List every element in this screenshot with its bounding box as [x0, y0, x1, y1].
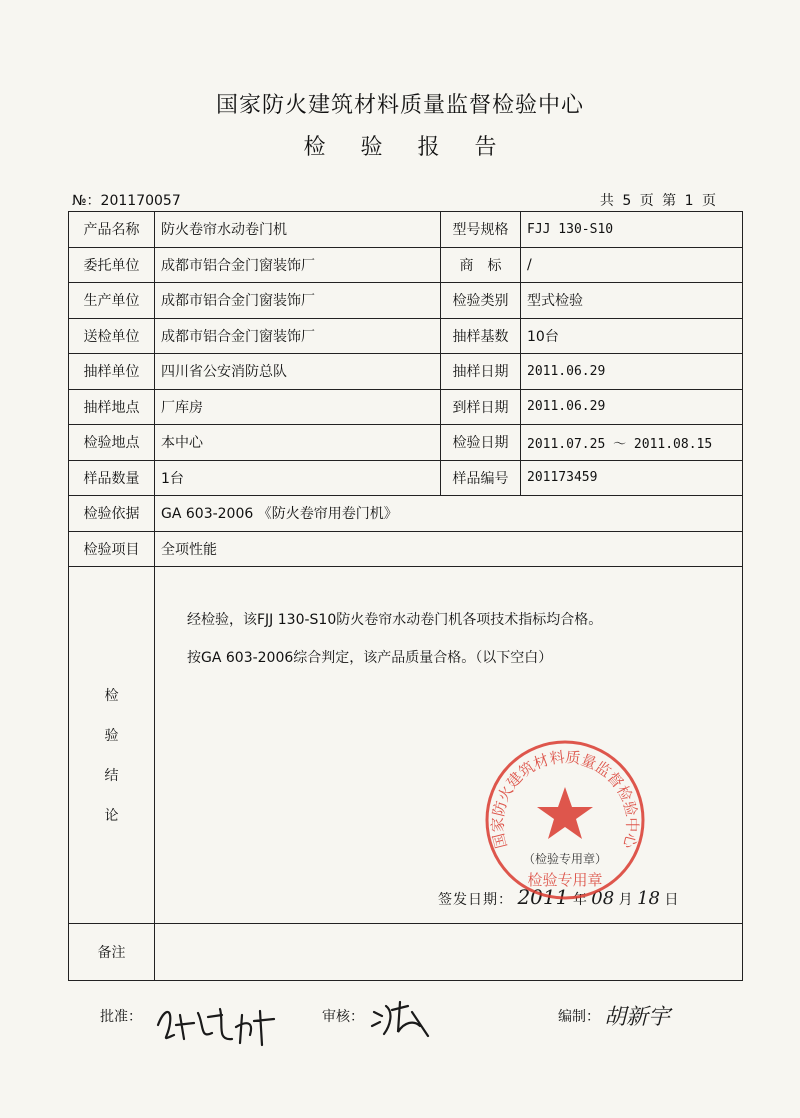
issue-day-suffix: 日 — [664, 892, 679, 908]
table-row — [69, 531, 743, 567]
sampler-value: 四川省公安消防总队 — [155, 354, 441, 390]
conclusion-label-char: 检 — [104, 688, 119, 704]
table-row — [69, 283, 743, 319]
model-value: FJJ 130-S10 — [521, 212, 743, 248]
product-name-value: 防火卷帘水动卷门机 — [155, 212, 441, 248]
items-label: 检验项目 — [69, 531, 155, 567]
sample-no-value: 201173459 — [521, 460, 743, 496]
submitter-value: 成都市铝合金门窗装饰厂 — [155, 318, 441, 354]
test-date-label: 检验日期 — [441, 425, 521, 461]
issue-day: 18 — [637, 888, 660, 909]
conclusion-label-char: 论 — [104, 808, 119, 824]
issue-month-suffix: 月 — [618, 892, 633, 908]
sampling-date-value: 2011.06.29 — [521, 354, 743, 390]
sample-qty-label: 样品数量 — [69, 460, 155, 496]
table-row — [69, 318, 743, 354]
sample-qty-value: 1台 — [155, 460, 441, 496]
test-type-value: 型式检验 — [521, 283, 743, 319]
client-label: 委托单位 — [69, 247, 155, 283]
seal-ring-text: 国家防火建筑材料质量监督检验中心 — [488, 748, 642, 851]
table-row — [69, 212, 743, 248]
conclusion-label-char: 结 — [104, 768, 119, 784]
basis-value: GA 603-2006 《防火卷帘用卷门机》 — [155, 496, 743, 532]
table-row — [69, 496, 743, 532]
seal-center-text: （检验专用章） — [522, 852, 608, 866]
official-seal-icon — [480, 735, 650, 905]
sample-base-label: 抽样基数 — [441, 318, 521, 354]
table-row — [69, 389, 743, 425]
model-label: 型号规格 — [441, 212, 521, 248]
test-place-label: 检验地点 — [69, 425, 155, 461]
page-info: 共 5 页 第 1 页 — [599, 193, 716, 209]
org-title: 国家防火建筑材料质量监督检验中心 — [215, 93, 584, 118]
arrival-date-value: 2011.06.29 — [521, 389, 743, 425]
sample-no-label: 样品编号 — [441, 460, 521, 496]
items-value: 全项性能 — [155, 531, 743, 567]
conclusion-paragraph-1: 经检验，该FJJ 130-S10防火卷帘水动卷门机各项技术指标均合格。 — [187, 612, 603, 628]
edit-label: 编制： — [558, 1009, 600, 1025]
arrival-date-label: 到样日期 — [441, 389, 521, 425]
table-row — [69, 247, 743, 283]
table-row — [69, 460, 743, 496]
table-row — [69, 354, 743, 390]
product-name-label: 产品名称 — [69, 212, 155, 248]
report-number: №：201170057 — [72, 193, 181, 209]
remarks-label: 备注 — [69, 924, 155, 981]
sampling-date-label: 抽样日期 — [441, 354, 521, 390]
table-row — [69, 425, 743, 461]
reviewer-signature-icon — [368, 992, 438, 1042]
sampling-place-label: 抽样地点 — [69, 389, 155, 425]
issue-month: 08 — [591, 888, 615, 909]
conclusion-body — [155, 567, 743, 924]
trademark-label: 商 标 — [441, 247, 521, 283]
doc-title: 检 验 报 告 — [303, 135, 511, 160]
sample-base-value: 10台 — [521, 318, 743, 354]
test-place-value: 本中心 — [155, 425, 441, 461]
editor-signature: 胡新宇 — [604, 1005, 671, 1030]
submitter-label: 送检单位 — [69, 318, 155, 354]
conclusion-paragraph-2: 按GA 603-2006综合判定，该产品质量合格。（以下空白） — [187, 650, 553, 666]
seal-bottom-text: 检验专用章 — [527, 871, 603, 889]
test-date-value: 2011.07.25 ～ 2011.08.15 — [521, 425, 743, 461]
basis-label: 检验依据 — [69, 496, 155, 532]
sampler-label: 抽样单位 — [69, 354, 155, 390]
conclusion-label-char: 验 — [104, 728, 119, 744]
client-value: 成都市铝合金门窗装饰厂 — [155, 247, 441, 283]
sampling-place-value: 厂库房 — [155, 389, 441, 425]
trademark-value: / — [521, 247, 743, 283]
issue-year: 2011 — [517, 885, 569, 909]
manufacturer-label: 生产单位 — [69, 283, 155, 319]
remarks-value — [155, 924, 743, 981]
conclusion-label — [69, 567, 155, 924]
review-label: 审核： — [322, 1009, 364, 1025]
remarks-row — [69, 924, 743, 981]
issue-year-suffix: 年 — [572, 892, 587, 908]
approve-label: 批准： — [100, 1009, 142, 1025]
issue-date-label: 签发日期： — [438, 892, 513, 908]
manufacturer-value: 成都市铝合金门窗装饰厂 — [155, 283, 441, 319]
approver-signature-icon — [150, 995, 300, 1055]
test-type-label: 检验类别 — [441, 283, 521, 319]
